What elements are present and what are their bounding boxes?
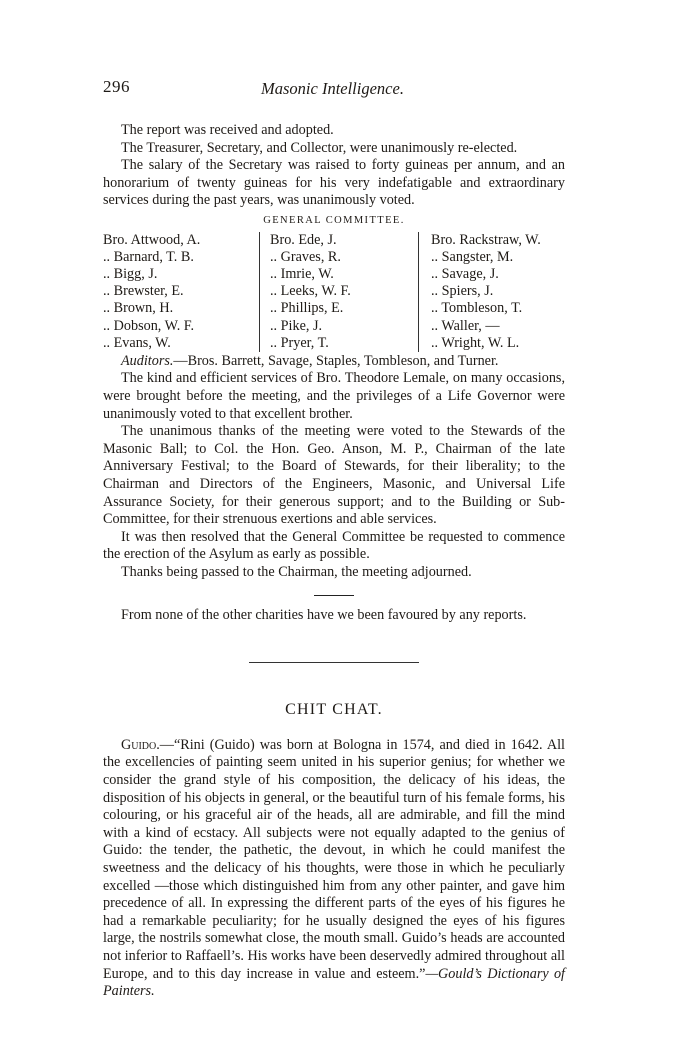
committee-member: .. Phillips, E. bbox=[270, 300, 344, 317]
auditors-text: —Bros. Barrett, Savage, Staples, Tombleson, and Turner. bbox=[173, 352, 499, 369]
committee-member: .. Waller, — bbox=[431, 317, 500, 334]
committee-member: .. Sangster, M. bbox=[431, 248, 514, 265]
book-page bbox=[103, 78, 565, 1001]
committee-column-3 bbox=[418, 232, 567, 352]
committee-heading: GENERAL COMMITTEE. bbox=[263, 214, 405, 226]
committee-member: Bro. Rackstraw, W. bbox=[431, 231, 541, 248]
paragraph-charities: From none of the other charities have we been favoured by any reports. bbox=[121, 606, 527, 623]
committee-member: .. Evans, W. bbox=[103, 334, 171, 351]
auditors-label: Auditors. bbox=[121, 352, 174, 369]
page-number: 296 bbox=[103, 77, 130, 96]
page-header bbox=[103, 78, 565, 102]
paragraph-adjourned: Thanks being passed to the Chairman, the meeting adjourned. bbox=[121, 564, 472, 580]
committee-column-2 bbox=[259, 232, 418, 352]
section-title-chit-chat: CHIT CHAT. bbox=[285, 701, 383, 719]
auditors-line bbox=[103, 353, 565, 371]
committee-member: .. Spiers, J. bbox=[431, 283, 494, 300]
committee-member: .. Wright, W. L. bbox=[431, 334, 520, 351]
committee-member: .. Bigg, J. bbox=[103, 265, 158, 282]
committee-member: .. Pike, J. bbox=[270, 317, 323, 334]
short-divider bbox=[314, 595, 354, 596]
committee-member: .. Savage, J. bbox=[431, 265, 499, 282]
committee-member: .. Brown, H. bbox=[103, 300, 174, 317]
committee-member: .. Pryer, T. bbox=[270, 334, 329, 351]
committee-member: .. Imrie, W. bbox=[270, 265, 334, 282]
paragraph-lemale: The kind and efficient services of Bro. Theodore Lemale, on many occasions, were brought before the meeting, and the privileges of a Life Governor were unanimously voted to that excellent brother. bbox=[103, 370, 565, 422]
committee-member: .. Tombleson, T. bbox=[431, 300, 523, 317]
guido-source: —Gould’s Dictionary of Painters. bbox=[103, 965, 565, 1000]
guido-lead: Guido. bbox=[121, 736, 160, 753]
committee-list bbox=[103, 232, 565, 352]
paragraph-salary: The salary of the Secretary was raised to forty guineas per annum, and an honorarium of twenty guineas for his very indefatigable and extraordinary services during the past years, was unanimously voted. bbox=[103, 157, 565, 209]
committee-member: Bro. Ede, J. bbox=[270, 231, 337, 248]
committee-member: .. Dobson, W. F. bbox=[103, 317, 195, 334]
paragraph-guido bbox=[103, 737, 565, 1001]
paragraph-report: The report was received and adopted. bbox=[121, 122, 334, 138]
committee-member: .. Brewster, E. bbox=[103, 283, 184, 300]
committee-member: .. Graves, R. bbox=[270, 248, 341, 265]
paragraph-asylum: It was then resolved that the General Committee be requested to commence the erection of the Asylum as early as possible. bbox=[103, 528, 565, 563]
guido-body: —“Rini (Guido) was born at Bologna in 1574, and died in 1642. All the excellencies of painting seem united in his superior genius; for whether we consider the grand style of his composition, the delicacy of his ideas, the disposition of his objects in general, or the beautiful turn of his female forms, his colouring, or his graceful air of the heads, all are admirable, and fill the mind with a kind of ecstacy. All subjects were not equally adapted to the genius of Guido: the tender, the pathetic, the devout, in which he could manifest the sweetness and the delicacy of his thoughts, were those in which he peculiarly excelled —those which distinguished him from any other painter, and gave him precedence of all. In expressing the different parts of the eyes of his figures he had a remarkable peculiarity; for he usually designed the eyes of his figures large, the nostrils somewhat close, the mouth small. Guido’s heads are accounted not inferior to Raffaell’s. His works have been deservedly admired throughout all Europe, and to this day increase in value and esteem.” bbox=[103, 736, 565, 982]
section-divider bbox=[249, 662, 419, 663]
running-title: Masonic Intelligence. bbox=[261, 79, 404, 98]
committee-column-1 bbox=[103, 232, 259, 352]
committee-member: Bro. Attwood, A. bbox=[103, 231, 201, 248]
paragraph-thanks: The unanimous thanks of the meeting were voted to the Stewards of the Masonic Ball; to Col. the Hon. Geo. Anson, M. P., Chairman of the late Anniversary Festival; to the Board of Stewards, for their liberality; to the Chairman and Directors of the Engineers, Masonic, and Universal Life Assurance Society, for their generous support; and to the Building or Sub-Committee, for their strenuous exertions and able services. bbox=[103, 423, 565, 528]
committee-member: .. Barnard, T. B. bbox=[103, 248, 194, 265]
committee-member: .. Leeks, W. F. bbox=[270, 283, 351, 300]
paragraph-reelection: The Treasurer, Secretary, and Collector, were unanimously re-elected. bbox=[121, 139, 518, 156]
